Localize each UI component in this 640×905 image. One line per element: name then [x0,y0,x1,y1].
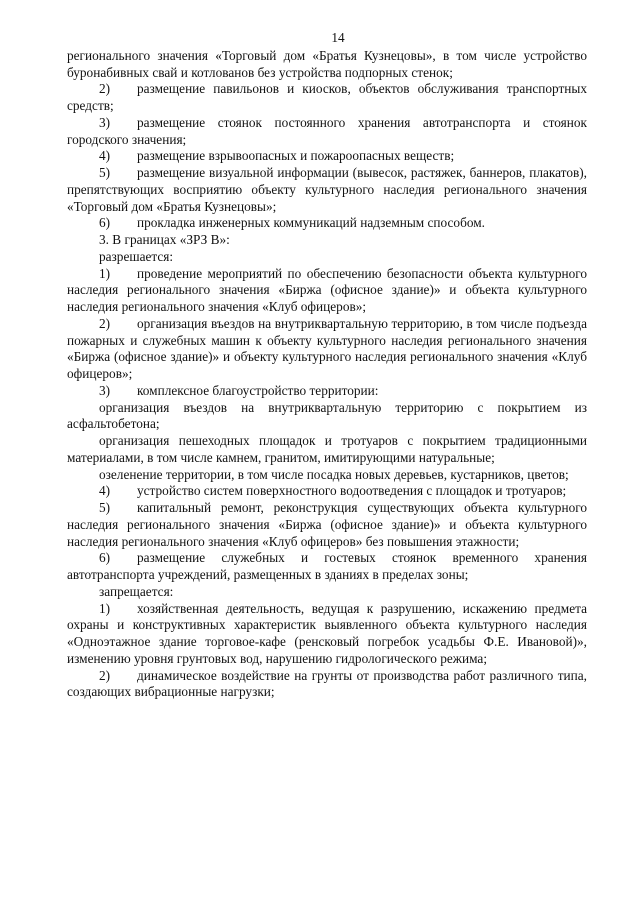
paragraph-text: прокладка инженерных коммуникаций надземным способом. [137,215,485,231]
paragraph-text: размещение визуальной информации (вывесок, растяжек, баннеров, плакатов), препятствующих восприятию объекту культурного наследия регионального значения «Торговый дом «Братья Кузнецовы»; [67,165,587,214]
paragraph-text: устройство систем поверхностного водоотведения с площадок и тротуаров; [137,483,567,499]
paragraph-text: озеленение территории, в том числе посадка новых деревьев, кустарников, цветов; [99,466,569,482]
paragraph-text: размещение стоянок постоянного хранения автотранспорта и стоянок городского значения; [67,114,587,147]
paragraph [67,483,587,500]
paragraph [67,115,587,149]
paragraph [67,165,587,215]
list-number: 1) [99,600,111,616]
list-number: 5) [99,165,111,180]
paragraph [67,433,587,467]
paragraph-text: динамическое воздействие на грунты от производства работ различного типа, создающих вибрационные нагрузки; [67,667,587,700]
list-number: 3) [99,114,111,130]
paragraph-text: размещение павильонов и киосков, объектов обслуживания транспортных средств; [67,81,587,113]
paragraph [67,148,587,165]
paragraph-text: запрещается: [99,583,174,599]
paragraph [67,81,587,115]
page-number: 14 [331,30,345,45]
paragraph [67,584,587,601]
paragraph-text: проведение мероприятий по обеспечению безопасности объекта культурного наследия регионального значения «Биржа (офисное здание)» и объекта культурного наследия регионального значения «Клуб офицеров»; [67,265,587,314]
paragraph-text: комплексное благоустройство территории: [137,382,379,398]
paragraph-text: разрешается: [99,248,174,264]
paragraph-text: хозяйственная деятельность, ведущая к разрушению, искажению предмета охраны и конструктивных характеристик выявленного объекта культурного наследия «Одноэтажное здание торговое-кафе (ренсковый погребок усадьбы Ф.Е. Ивановой)», изменению уровня грунтовых вод, нарушению гидрологического режима; [67,600,587,666]
paragraph-text: 3. В границах «ЗРЗ В»: [99,232,230,247]
list-number: 4) [99,483,111,499]
paragraph [67,601,587,668]
list-number: 2) [99,667,111,683]
document-body [67,48,587,701]
list-number: 2) [99,315,111,331]
paragraph [67,215,587,232]
list-number: 2) [99,81,111,97]
paragraph-text: размещение взрывоопасных и пожароопасных веществ; [137,148,455,164]
paragraph [67,550,587,584]
list-number: 3) [99,382,111,398]
paragraph [67,266,587,316]
paragraph-text: организация въездов на внутриквартальную территорию, в том числе подъезда пожарных и служебных машин к объекту культурного наследия регионального значения «Биржа (офисное здание)» и объекту культурного наследия регионального значения «Клуб офицеров»; [67,315,587,381]
paragraph-text: организация въездов на внутриквартальную территорию с покрытием из асфальтобетона; [67,399,587,432]
list-number: 1) [99,265,111,281]
list-number: 4) [99,148,111,164]
paragraph-text: размещение служебных и гостевых стоянок временного хранения автотранспорта учреждений, размещенных в зданиях в пределах зоны; [67,550,587,582]
list-number: 6) [99,215,111,231]
paragraph [67,400,587,434]
paragraph [67,383,587,400]
paragraph [67,232,587,249]
list-number: 6) [99,550,111,566]
paragraph-text: капитальный ремонт, реконструкция существующих объекта культурного наследия регионального значения «Биржа (офисное здание)» и объекта культурного наследия регионального значения «Клуб офицеров» без повышения этажности; [67,500,587,549]
paragraph [67,668,587,702]
paragraph-text: регионального значения «Торговый дом «Братья Кузнецовы», в том числе устройство буронабивных свай и котлованов без устройства подпорных стенок; [67,47,587,80]
paragraph [67,467,587,484]
paragraph [67,316,587,383]
paragraph [67,500,587,550]
paragraph [67,48,587,82]
paragraph [67,249,587,266]
paragraph-text: организация пешеходных площадок и тротуаров с покрытием традиционными материалами, в том числе камнем, гранитом, имитирующими натуральные; [67,433,587,465]
list-number: 5) [99,500,111,515]
